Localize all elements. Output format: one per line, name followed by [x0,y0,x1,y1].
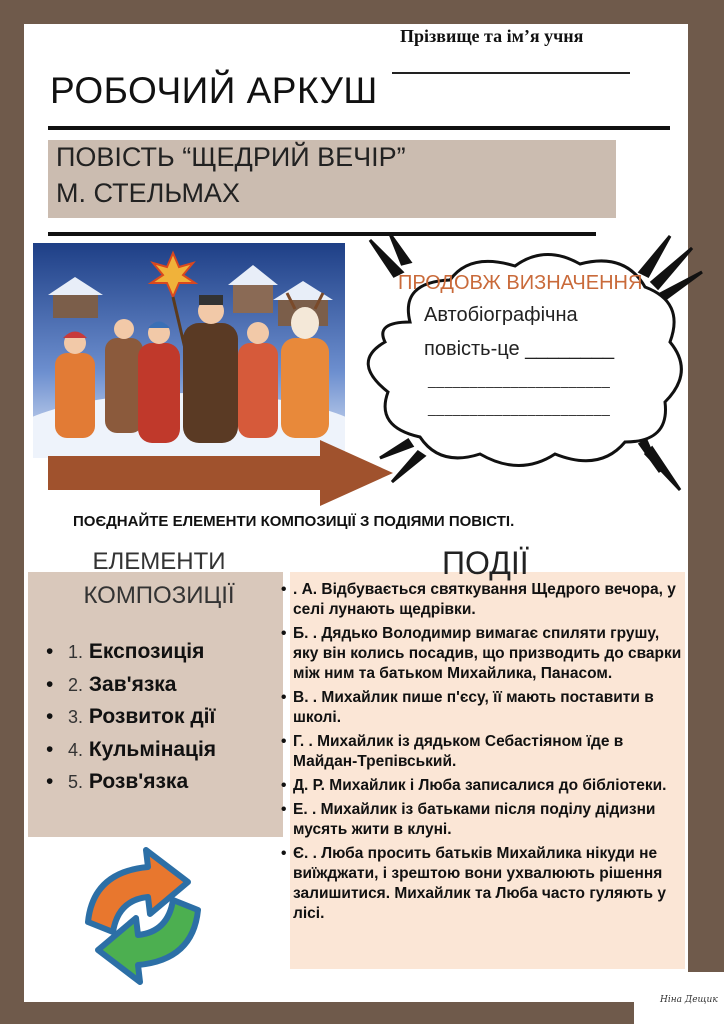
events-heading: ПОДІЇ [442,545,529,581]
item-name: Експозиція [88,640,205,663]
task-instruction: ПОЄДНАЙТЕ ЕЛЕМЕНТИ КОМПОЗИЦІЇ З ПОДІЯМИ ПОВІСТІ. [73,513,515,530]
definition-answer-line2[interactable]: ______________________ [428,400,611,416]
student-name-field[interactable] [392,72,630,74]
item-name: Кульмінація [88,737,217,761]
list-item[interactable]: • 2. Зав'язка [46,672,177,696]
elements-list [46,636,216,799]
subject-author: М. СТЕЛЬМАХ [56,178,240,208]
list-item[interactable]: • 1. Експозиція [46,640,205,663]
elements-heading-line1: ЕЛЕМЕНТИ [92,548,226,575]
carolers-illustration [33,243,345,458]
event-item[interactable]: • Е. . Михайлик із батьками після поділу дідизни мусять жити в клуні. [281,800,686,840]
event-item[interactable]: • В. . Михайлик пише п'єсу, її мають поставити в школі. [281,688,686,728]
item-name: Розвиток дії [88,705,216,728]
list-item[interactable]: • 3. Розвиток дії [46,705,216,728]
list-item[interactable]: • 4. Кульмінація [46,737,217,761]
divider-top [48,126,670,130]
worksheet-title: РОБОЧИЙ АРКУШ [50,70,378,111]
item-number: 5. [68,772,84,792]
student-name-label: Прізвище та ім’я учня [400,26,584,46]
definition-text-line1: Автобіографічна [424,304,578,326]
elements-heading-line2: КОМПОЗИЦІЇ [83,582,235,609]
list-item[interactable]: • 5. Розв'язка [46,770,189,793]
item-number: 4. [68,739,84,760]
item-number: 1. [68,642,84,662]
event-item[interactable]: • Є. . Люба просить батьків Михайлика нікуди не виїжджати, і зрештою вони ухвалюють рішення залишитися. Михайлик та Люба часто гуляють у лісі. [281,844,686,924]
definition-heading: ПРОДОВЖ ВИЗНАЧЕННЯ [398,272,643,294]
event-item[interactable]: • Д. Р. Михайлик і Люба записалися до бібліотеки. [281,776,686,796]
subject-title: ПОВІСТЬ “ЩЕДРИЙ ВЕЧІР” [56,142,406,172]
item-name: Розв'язка [88,770,189,793]
subject-box [48,140,616,218]
event-item[interactable]: • . А. Відбувається святкування Щедрого вечора, у селі лунають щедрівки. [281,580,686,620]
author-signature: Ніна Дещик [660,995,718,1005]
event-item[interactable]: • Б. . Дядько Володимир вимагає спиляти грушу, яку він колись посадив, що призводить до сварки між ним та батьком Михайлика, Панасом. [281,624,686,684]
events-list [281,580,686,928]
item-name: Зав'язка [88,672,177,696]
definition-text-line2: повість-це ________ [424,338,615,360]
exchange-arrows-icon [68,842,218,990]
definition-answer-line1[interactable]: ______________________ [428,372,611,388]
event-item[interactable]: • Г. . Михайлик із дядьком Себастіяном їде в Майдан-Трепівський. [281,732,686,772]
item-number: 2. [68,674,84,695]
item-number: 3. [68,707,84,727]
